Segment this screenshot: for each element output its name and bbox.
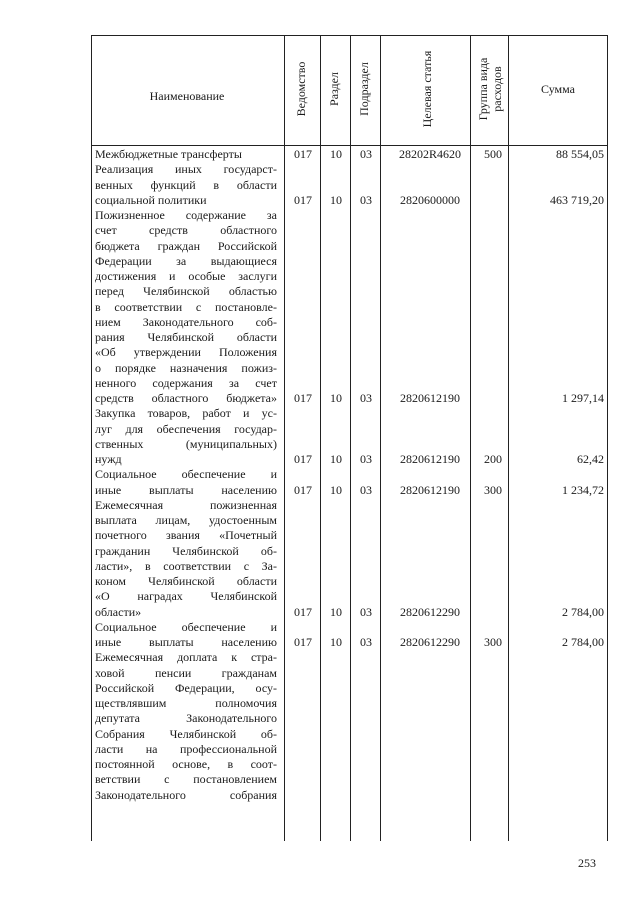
row-gruppa-vida: 500 bbox=[484, 147, 502, 161]
row-gruppa-vida: 200 bbox=[484, 452, 502, 466]
row-celevaya-statya: 2820600000 bbox=[400, 192, 460, 207]
row-name-line: Межбюджетные трансферты bbox=[95, 147, 242, 161]
row-podrazdel: 03 bbox=[360, 147, 372, 161]
row-name-line: Пожизненное содержание за bbox=[95, 208, 277, 222]
header-summa: Сумма bbox=[541, 82, 575, 96]
row-summa: 2 784,00 bbox=[562, 604, 604, 619]
row-podrazdel: 03 bbox=[360, 635, 372, 649]
row-name-line: «Об утверждении Положения bbox=[95, 345, 277, 360]
row-vedomstvo: 017 bbox=[294, 604, 312, 619]
row-celevaya-statya: 2820612290 bbox=[400, 604, 460, 619]
table-row-name bbox=[95, 620, 277, 651]
row-summa: 2 784,00 bbox=[562, 635, 604, 649]
row-vedomstvo: 017 bbox=[294, 482, 312, 497]
row-name-line: ненного содержания за счет bbox=[95, 375, 277, 390]
row-name-line: Ежемесячная пожизненная bbox=[95, 497, 277, 512]
row-name-line: почетного звания «Почетный bbox=[95, 528, 277, 543]
row-razdel: 10 bbox=[330, 147, 342, 161]
row-summa: 463 719,20 bbox=[550, 192, 604, 207]
page-number: 253 bbox=[578, 856, 596, 870]
table-row-name bbox=[95, 498, 277, 620]
row-name-line: ществлявшим полномочия bbox=[95, 696, 277, 710]
row-name-line: Ежемесячная доплата к стра- bbox=[95, 650, 277, 665]
row-name-line: нием Законодательного соб- bbox=[95, 314, 277, 329]
row-name-line: Собрания Челябинской об- bbox=[95, 726, 277, 741]
row-celevaya-statya: 2820612190 bbox=[400, 391, 460, 405]
row-name-line: коном Челябинской области bbox=[95, 574, 277, 588]
header-vedomstvo: Ведомство bbox=[294, 61, 308, 117]
row-name-line: достижения и особые заслуги bbox=[95, 269, 277, 283]
row-name-line: ласти на профессиональной bbox=[95, 741, 277, 756]
row-vedomstvo: 017 bbox=[294, 635, 312, 649]
row-name-line: «О наградах Челябинской bbox=[95, 589, 277, 604]
table-row-name bbox=[95, 147, 277, 162]
row-podrazdel: 03 bbox=[360, 192, 372, 207]
row-name-line: бюджета граждан Российской bbox=[95, 238, 277, 253]
row-name-line: Федерации за выдающиеся bbox=[95, 253, 277, 268]
row-name-line: ласти», в соответствии с За- bbox=[95, 558, 277, 573]
header-celevaya-statya: Целевая статья bbox=[420, 50, 434, 128]
table-row-name bbox=[95, 467, 277, 498]
header-gruppa-vida-line1: Группа вида bbox=[476, 57, 490, 121]
row-summa: 1 297,14 bbox=[562, 391, 604, 405]
row-name-line: венных функций в области bbox=[95, 177, 277, 192]
row-name-line: Закупка товаров, работ и ус- bbox=[95, 406, 277, 421]
row-name-line: о порядке назначения пожиз- bbox=[95, 360, 277, 375]
row-celevaya-statya: 28202R4620 bbox=[398, 147, 461, 161]
header-name: Наименование bbox=[149, 89, 225, 103]
row-name-line: нужд bbox=[95, 452, 122, 466]
table-row-name bbox=[95, 406, 277, 467]
row-razdel: 10 bbox=[330, 391, 342, 405]
row-summa: 88 554,05 bbox=[556, 147, 604, 161]
row-name-line: Социальное обеспечение и bbox=[95, 467, 277, 482]
row-name-line: Реализация иных государст- bbox=[95, 162, 277, 177]
row-podrazdel: 03 bbox=[360, 452, 372, 466]
row-podrazdel: 03 bbox=[360, 391, 372, 405]
row-summa: 1 234,72 bbox=[562, 482, 604, 497]
table-row-name bbox=[95, 650, 277, 803]
row-name-line: области» bbox=[95, 604, 142, 619]
row-name-line: ственных (муниципальных) bbox=[95, 436, 277, 451]
row-name-line: рания Челябинской области bbox=[95, 330, 277, 344]
row-razdel: 10 bbox=[330, 192, 342, 207]
row-gruppa-vida: 300 bbox=[484, 482, 502, 497]
row-podrazdel: 03 bbox=[360, 604, 372, 619]
row-name-line: депутата Законодательного bbox=[95, 711, 277, 726]
row-vedomstvo: 017 bbox=[294, 147, 312, 161]
row-name-line: луг для обеспечения государ- bbox=[95, 421, 277, 436]
row-name-line: постоянной основе, в соот- bbox=[95, 757, 277, 771]
row-name-line: ветствии с постановлением bbox=[95, 772, 277, 787]
row-name-line: Социальное обеспечение и bbox=[95, 619, 277, 634]
row-summa: 62,42 bbox=[577, 452, 604, 466]
row-podrazdel: 03 bbox=[360, 482, 372, 497]
row-name-line: иные выплаты населению bbox=[95, 482, 277, 497]
row-celevaya-statya: 2820612290 bbox=[400, 635, 460, 649]
row-name-line: ховой пенсии гражданам bbox=[95, 665, 277, 680]
table-row-name bbox=[95, 162, 277, 208]
row-gruppa-vida: 300 bbox=[484, 635, 502, 649]
header-razdel: Раздел bbox=[327, 72, 341, 106]
row-razdel: 10 bbox=[330, 635, 342, 649]
header-gruppa-vida-line2: расходов bbox=[490, 66, 504, 112]
row-vedomstvo: 017 bbox=[294, 192, 312, 207]
row-vedomstvo: 017 bbox=[294, 452, 312, 466]
row-name-line: выплата лицам, удостоенным bbox=[95, 513, 277, 527]
row-celevaya-statya: 2820612190 bbox=[400, 482, 460, 497]
row-name-line: перед Челябинской областью bbox=[95, 284, 277, 299]
row-razdel: 10 bbox=[330, 604, 342, 619]
row-vedomstvo: 017 bbox=[294, 391, 312, 405]
row-name-line: в соответствии с постановле- bbox=[95, 299, 277, 314]
row-name-line: гражданин Челябинской об- bbox=[95, 543, 277, 558]
row-name-line: социальной политики bbox=[95, 192, 207, 207]
table-row-name bbox=[95, 208, 277, 406]
row-razdel: 10 bbox=[330, 452, 342, 466]
row-razdel: 10 bbox=[330, 482, 342, 497]
header-podrazdel: Подраздел bbox=[357, 62, 371, 116]
row-name-line: средств областного бюджета» bbox=[95, 391, 277, 405]
row-celevaya-statya: 2820612190 bbox=[400, 452, 460, 466]
row-name-line: счет средств областного bbox=[95, 223, 277, 238]
row-name-line: Законодательного собрания bbox=[95, 787, 277, 802]
row-name-line: Российской Федерации, осу- bbox=[95, 680, 277, 695]
row-name-line: иные выплаты населению bbox=[95, 635, 277, 649]
